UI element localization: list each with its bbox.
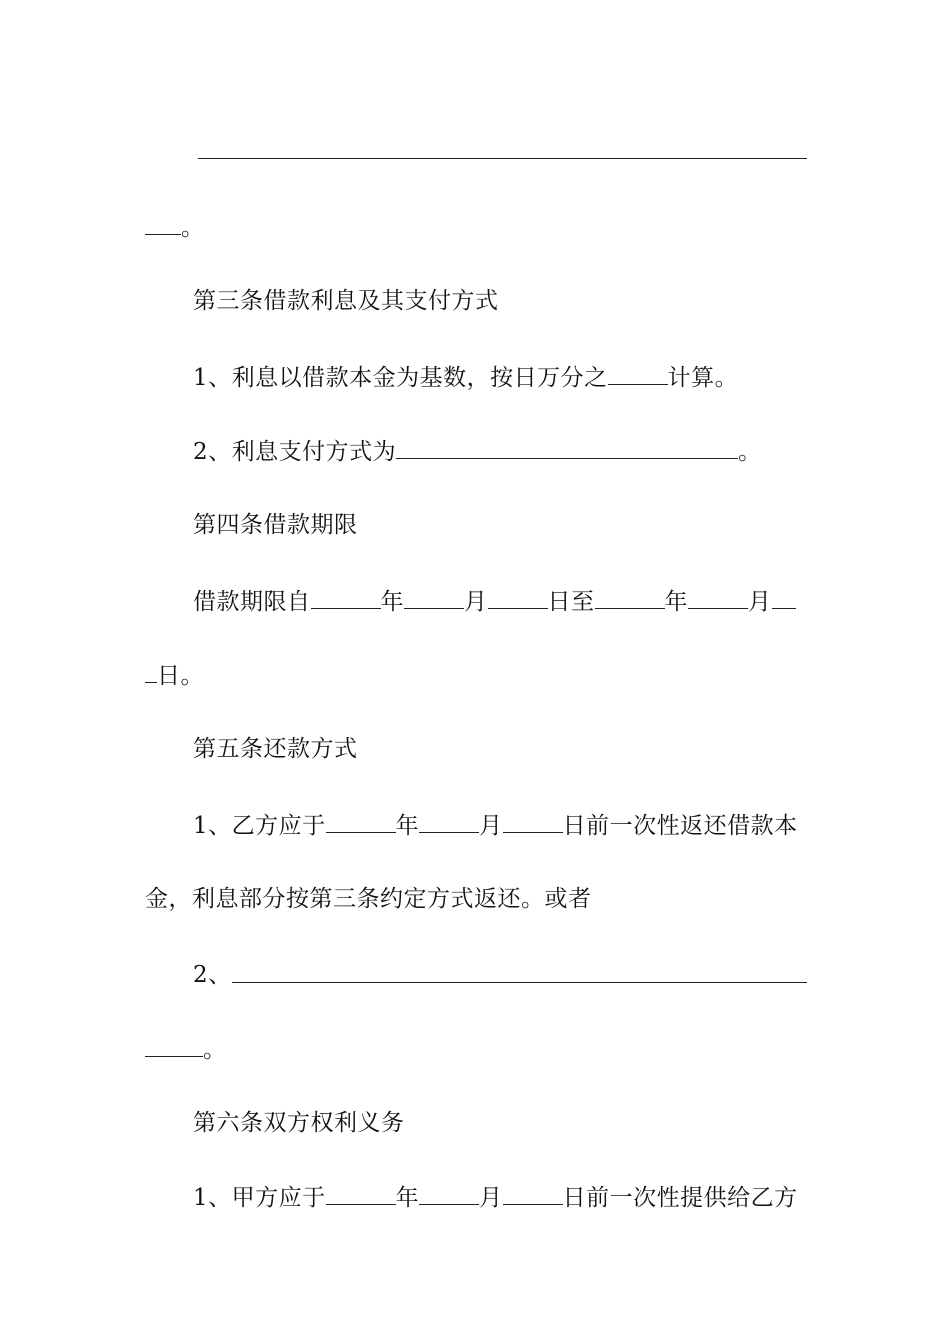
article-3-clause-2 xyxy=(193,436,762,467)
provide-day-blank xyxy=(503,1182,563,1205)
clause-text: 1、利息以借款本金为基数，按日万分之 xyxy=(193,365,608,391)
end-year-blank xyxy=(595,586,665,609)
clause-text: 。 xyxy=(203,1037,227,1063)
clause-text: 日至 xyxy=(547,589,595,615)
clause-text: 月 xyxy=(464,589,488,615)
end-day-blank-end xyxy=(145,660,157,683)
repay-month-blank xyxy=(419,810,479,833)
article-6-heading: 第六条双方权利义务 xyxy=(193,1110,405,1136)
clause-text: 日前一次性返还借款本 xyxy=(562,813,798,839)
blank-field xyxy=(145,1034,203,1057)
end-month-blank xyxy=(688,586,748,609)
end-day-blank-start xyxy=(772,586,796,609)
interest-rate-blank xyxy=(608,362,668,385)
start-year-blank xyxy=(311,586,381,609)
clause-text: 日前一次性提供给乙方 xyxy=(562,1185,798,1211)
clause-text: 1、甲方应于 xyxy=(193,1185,326,1211)
article-5-heading: 第五条还款方式 xyxy=(193,736,358,762)
article-5-clause-1 xyxy=(193,810,798,841)
article-6-clause-1 xyxy=(193,1182,798,1213)
blank-field xyxy=(145,212,181,235)
article-4-heading: 第四条借款期限 xyxy=(193,512,358,538)
article-4-clause-continuation xyxy=(145,660,204,691)
repay-day-blank xyxy=(503,810,563,833)
start-month-blank xyxy=(404,586,464,609)
clause-text: 年 xyxy=(395,813,420,839)
clause-text: 1、乙方应于 xyxy=(193,813,326,839)
clause-text: 借款期限自 xyxy=(193,589,311,615)
clause-text: 月 xyxy=(479,813,503,839)
article-4-clause xyxy=(193,586,796,617)
article-3-clause-1 xyxy=(193,362,738,393)
clause-text: 日。 xyxy=(157,663,204,689)
clause-text: 月 xyxy=(479,1185,503,1211)
clause-text: 2、利息支付方式为 xyxy=(193,439,397,465)
start-day-blank xyxy=(488,586,548,609)
provide-year-blank xyxy=(326,1182,396,1205)
alternative-repayment-rule xyxy=(232,982,807,983)
clause-text: 2、 xyxy=(193,962,232,988)
blank-line-rule xyxy=(198,158,807,159)
repay-year-blank xyxy=(326,810,396,833)
clause-text: 年 xyxy=(380,589,404,615)
article-5-clause-1-continuation: 金，利息部分按第三条约定方式返还。或者 xyxy=(145,886,592,912)
blank-continuation-line xyxy=(145,212,205,243)
clause-text: 年 xyxy=(395,1185,420,1211)
clause-text: 年 xyxy=(664,589,688,615)
clause-text: 。 xyxy=(738,439,762,465)
article-3-heading: 第三条借款利息及其支付方式 xyxy=(193,288,499,314)
period-text: 。 xyxy=(181,215,205,241)
article-5-clause-2 xyxy=(193,960,232,990)
payment-method-blank xyxy=(396,436,738,459)
clause-text: 计算。 xyxy=(667,365,739,391)
provide-month-blank xyxy=(419,1182,479,1205)
clause-text: 月 xyxy=(748,589,772,615)
article-5-clause-2-continuation xyxy=(145,1034,227,1065)
